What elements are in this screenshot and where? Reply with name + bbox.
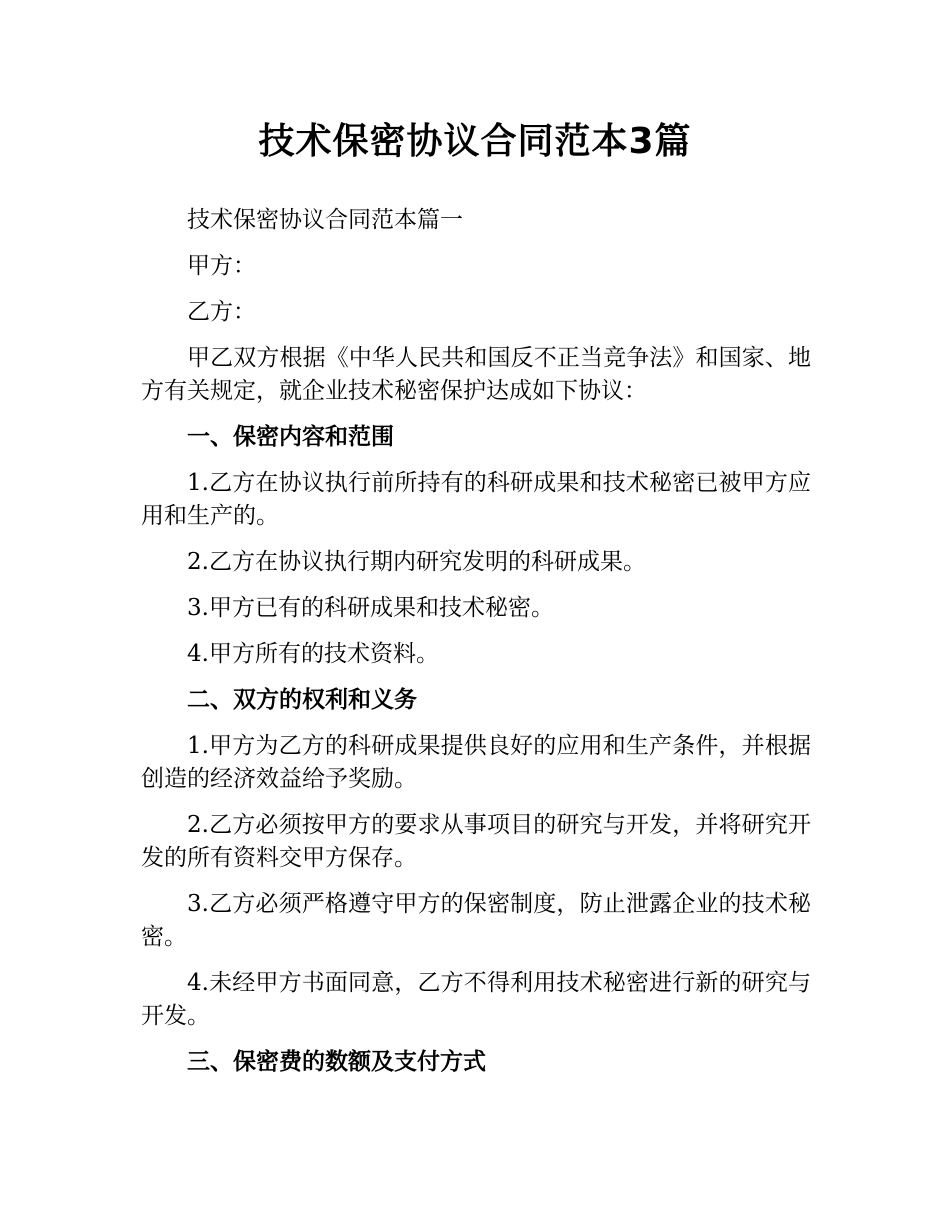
party-b-line: 乙方： <box>187 299 256 325</box>
section-heading-2: 二、双方的权利和义务 <box>187 687 417 713</box>
clause-paragraph: 3.甲方已有的科研成果和技术秘密。 <box>187 595 554 621</box>
clause-paragraph: 1.甲方为乙方的科研成果提供良好的应用和生产条件，并根据创造的经济效益给予奖励。 <box>141 733 811 792</box>
section-heading-1: 一、保密内容和范围 <box>187 424 394 450</box>
clause-paragraph: 1.乙方在协议执行前所持有的科研成果和技术秘密已被甲方应用和生产的。 <box>141 470 811 529</box>
preamble-paragraph: 甲乙双方根据《中华人民共和国反不正当竞争法》和国家、地方有关规定，就企业技术秘密保护达成如下协议： <box>141 345 811 404</box>
party-a-line: 甲方： <box>187 253 256 279</box>
clause-paragraph: 2.乙方必须按甲方的要求从事项目的研究与开发，并将研究开发的所有资料交甲方保存。 <box>141 812 811 871</box>
clause-paragraph: 2.乙方在协议执行期内研究发明的科研成果。 <box>187 549 646 575</box>
document-title: 技术保密协议合同范本3篇 <box>258 121 692 162</box>
clause-paragraph: 3.乙方必须严格遵守甲方的保密制度，防止泄露企业的技术秘密。 <box>141 891 811 950</box>
clause-paragraph: 4.甲方所有的技术资料。 <box>187 641 439 667</box>
clause-paragraph: 4.未经甲方书面同意，乙方不得利用技术秘密进行新的研究与开发。 <box>141 970 811 1029</box>
section-label: 技术保密协议合同范本篇一 <box>187 207 463 233</box>
section-heading-3: 三、保密费的数额及支付方式 <box>187 1049 486 1075</box>
document-body <box>141 204 811 1092</box>
